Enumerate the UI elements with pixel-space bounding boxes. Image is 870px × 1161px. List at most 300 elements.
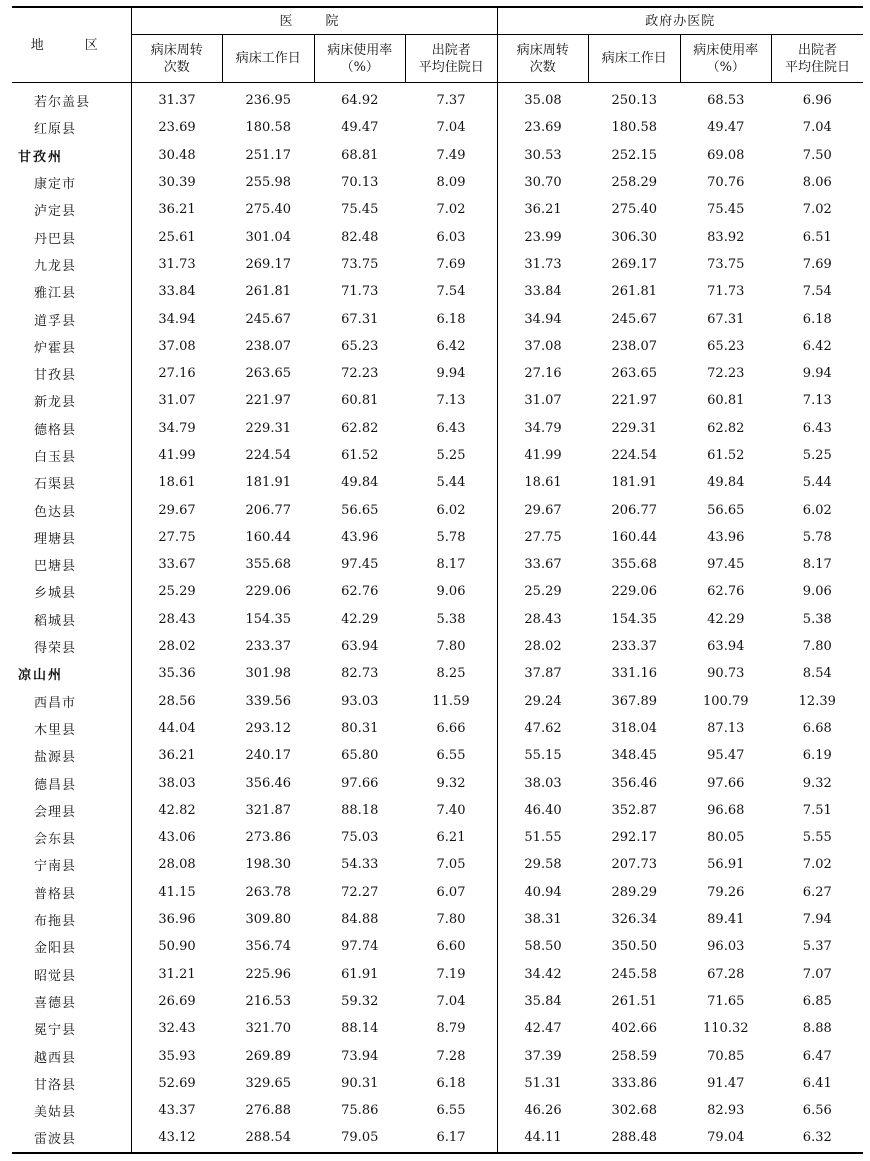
gov-value-cell: 62.82 [707, 420, 745, 436]
gov-value-cell: 7.94 [802, 912, 832, 928]
gov-value-cell: 6.42 [802, 338, 832, 354]
table-row [12, 715, 863, 742]
gov-value-cell: 5.44 [802, 475, 832, 491]
hospital-value-cell: 225.96 [245, 966, 291, 982]
table-row [12, 524, 863, 551]
hospital-value-cell: 251.17 [245, 147, 291, 163]
hospital-value-cell: 6.21 [406, 824, 498, 851]
hospital-value-cell: 97.66 [341, 775, 379, 791]
hospital-value-cell: 43.37 [158, 1103, 196, 1119]
table-row [12, 1015, 863, 1042]
gov-value-cell: 6.47 [802, 1048, 832, 1064]
region-name-cell: 道孚县 [12, 305, 131, 332]
table-row [12, 851, 863, 878]
gov-value-cell: 60.81 [707, 393, 745, 409]
gov-value-cell: 51.55 [524, 830, 562, 846]
col-header-line: 病床使用率 [327, 42, 393, 58]
hospital-value-cell: 7.04 [406, 114, 498, 141]
table-row [12, 142, 863, 169]
table-row [12, 278, 863, 305]
hospital-value-cell: 31.37 [158, 93, 196, 109]
region-name-cell: 会理县 [12, 797, 131, 824]
gov-value-cell: 7.07 [802, 966, 832, 982]
gov-value-cell: 49.47 [707, 120, 745, 136]
table-row [12, 660, 863, 687]
gov-value-cell: 7.50 [802, 147, 832, 163]
table-row [12, 469, 863, 496]
gov-value-cell: 221.97 [611, 393, 658, 409]
hospital-value-cell: 301.98 [245, 666, 291, 682]
gov-value-cell: 40.94 [524, 884, 562, 900]
gov-value-cell: 37.39 [524, 1048, 562, 1064]
hospital-value-cell: 25.61 [158, 229, 196, 245]
hospital-value-cell: 9.32 [406, 769, 498, 796]
hospital-value-cell: 6.17 [406, 1124, 498, 1152]
region-name-cell: 凉山州 [12, 660, 131, 687]
region-name-cell: 得荣县 [12, 633, 131, 660]
hospital-value-cell: 28.43 [158, 611, 196, 627]
gov-value-cell: 8.06 [802, 175, 832, 191]
table-row [12, 169, 863, 196]
region-name-cell: 喜德县 [12, 988, 131, 1015]
hospital-value-cell: 71.73 [341, 284, 379, 300]
hospital-value-cell: 35.36 [158, 666, 196, 682]
gov-value-cell: 55.15 [524, 748, 562, 764]
table-row [12, 742, 863, 769]
gov-value-cell: 318.04 [611, 720, 658, 736]
hospital-value-cell: 229.31 [245, 420, 291, 436]
hospital-value-cell: 31.73 [158, 256, 196, 272]
hospital-value-cell: 275.40 [245, 202, 291, 218]
gov-value-cell: 38.31 [524, 912, 562, 928]
hospital-value-cell: 233.37 [245, 639, 291, 655]
gov-value-cell: 306.30 [611, 229, 658, 245]
gov-value-cell: 34.42 [524, 966, 562, 982]
hospital-value-cell: 90.31 [341, 1075, 379, 1091]
gov-value-cell: 33.67 [524, 557, 562, 573]
gov-value-cell: 252.15 [611, 147, 658, 163]
hospital-value-cell: 68.81 [341, 147, 379, 163]
region-name-cell: 若尔盖县 [12, 83, 131, 115]
hospital-value-cell: 224.54 [245, 448, 291, 463]
table-row [12, 578, 863, 605]
hospital-value-cell: 240.17 [245, 748, 291, 764]
table-row [12, 442, 863, 469]
hospital-value-cell: 26.69 [158, 993, 196, 1009]
gov-value-cell: 8.88 [802, 1021, 832, 1037]
gov-value-cell: 352.87 [611, 802, 658, 818]
table-header [12, 7, 863, 83]
gov-value-cell: 83.92 [707, 229, 745, 245]
hospital-value-cell: 30.48 [158, 147, 196, 163]
gov-value-cell: 18.61 [524, 475, 562, 491]
hospital-value-cell: 30.39 [158, 175, 196, 191]
hospital-value-cell: 37.08 [158, 338, 196, 354]
hospital-value-cell: 8.17 [406, 551, 498, 578]
gov-value-cell: 71.73 [707, 284, 745, 300]
hospital-col-header-3 [406, 35, 498, 83]
hospital-value-cell: 269.89 [245, 1048, 291, 1064]
hospital-value-cell: 42.29 [341, 611, 379, 627]
gov-value-cell: 9.06 [802, 584, 832, 600]
gov-value-cell: 34.79 [524, 420, 562, 436]
hospital-value-cell: 27.75 [158, 529, 196, 545]
hospital-value-cell: 54.33 [341, 857, 379, 873]
gov-value-cell: 23.99 [524, 229, 562, 245]
hospital-bed-statistics-table [12, 6, 863, 1154]
table-row [12, 988, 863, 1015]
hospital-value-cell: 32.43 [158, 1021, 196, 1037]
hospital-value-cell: 43.06 [158, 830, 196, 846]
gov-value-cell: 238.07 [611, 338, 658, 354]
table-row [12, 879, 863, 906]
gov-value-cell: 23.69 [524, 120, 562, 136]
gov-value-cell: 43.96 [707, 529, 745, 545]
gov-value-cell: 56.65 [707, 502, 745, 518]
hospital-value-cell: 8.79 [406, 1015, 498, 1042]
table-row [12, 83, 863, 115]
hospital-value-cell: 9.06 [406, 578, 498, 605]
gov-value-cell: 245.67 [611, 311, 658, 327]
hospital-value-cell: 198.30 [245, 857, 291, 873]
gov-value-cell: 27.16 [524, 366, 562, 382]
gov-value-cell: 46.26 [524, 1103, 562, 1119]
table-row [12, 415, 863, 442]
hospital-value-cell: 49.84 [341, 475, 379, 491]
hospital-value-cell: 7.69 [406, 251, 498, 278]
statistics-table-container [12, 6, 863, 1154]
gov-value-cell: 95.47 [707, 748, 745, 764]
gov-value-cell: 56.91 [707, 857, 745, 873]
gov-value-cell: 29.24 [524, 693, 562, 709]
gov-value-cell: 82.93 [707, 1103, 745, 1119]
gov-value-cell: 229.06 [611, 584, 658, 600]
gov-value-cell: 38.03 [524, 775, 562, 791]
gov-value-cell: 245.58 [611, 966, 658, 982]
gov-value-cell: 110.32 [703, 1021, 749, 1037]
region-name-cell: 雷波县 [12, 1124, 131, 1152]
col-header-line: （%） [340, 59, 379, 75]
hospital-value-cell: 18.61 [158, 475, 196, 491]
gov-value-cell: 67.31 [707, 311, 745, 327]
hospital-value-cell: 7.40 [406, 797, 498, 824]
table-row [12, 1124, 863, 1152]
gov-value-cell: 5.55 [802, 830, 832, 846]
gov-value-cell: 29.67 [524, 502, 562, 518]
hospital-value-cell: 56.65 [341, 502, 379, 518]
hospital-value-cell: 356.46 [245, 775, 291, 791]
hospital-value-cell: 88.18 [341, 802, 379, 818]
gov-value-cell: 62.76 [707, 584, 745, 600]
hospital-value-cell: 6.66 [406, 715, 498, 742]
gov-value-cell: 46.40 [524, 802, 562, 818]
hospital-value-cell: 82.48 [341, 229, 379, 245]
hospital-value-cell: 7.19 [406, 961, 498, 988]
region-name-cell: 新龙县 [12, 387, 131, 414]
table-row [12, 688, 863, 715]
gov-value-cell: 37.08 [524, 338, 562, 354]
gov-value-cell: 250.13 [611, 93, 658, 109]
hospital-value-cell: 276.88 [245, 1103, 291, 1119]
gov-value-cell: 68.53 [707, 93, 745, 109]
hospital-value-cell: 238.07 [245, 338, 291, 354]
hospital-value-cell: 33.67 [158, 557, 196, 573]
gov-value-cell: 35.08 [524, 93, 562, 109]
gov-value-cell: 33.84 [524, 284, 562, 300]
gov-value-cell: 6.68 [802, 720, 832, 736]
hospital-value-cell: 329.65 [245, 1075, 291, 1091]
region-name-cell: 会东县 [12, 824, 131, 851]
gov-value-cell: 292.17 [611, 830, 658, 846]
table-row [12, 769, 863, 796]
hospital-value-cell: 7.13 [406, 387, 498, 414]
hospital-value-cell: 229.06 [245, 584, 291, 600]
gov-value-cell: 261.51 [611, 993, 658, 1009]
region-name-cell: 美姑县 [12, 1097, 131, 1124]
gov-value-cell: 96.68 [707, 802, 745, 818]
hospital-value-cell: 27.16 [158, 366, 196, 382]
hospital-value-cell: 160.44 [245, 529, 291, 545]
hospital-value-cell: 7.54 [406, 278, 498, 305]
gov-value-cell: 70.85 [707, 1048, 745, 1064]
hospital-value-cell: 75.86 [341, 1103, 379, 1119]
hospital-value-cell: 75.45 [341, 202, 379, 218]
region-name-cell: 普格县 [12, 879, 131, 906]
region-name-cell: 越西县 [12, 1042, 131, 1069]
hospital-value-cell: 49.47 [341, 120, 379, 136]
gov-value-cell: 100.79 [703, 693, 749, 709]
gov-value-cell: 356.46 [611, 775, 658, 791]
gov-value-cell: 67.28 [707, 966, 745, 982]
gov-value-cell: 7.80 [802, 639, 832, 655]
gov-value-cell: 348.45 [611, 748, 658, 764]
gov-value-cell: 61.52 [707, 448, 745, 463]
gov-value-cell: 30.53 [524, 147, 562, 163]
gov-value-cell: 5.78 [802, 529, 832, 545]
col-header-line: 平均住院日 [785, 59, 851, 75]
gov-value-cell: 44.11 [524, 1130, 562, 1146]
hospital-col-header-1 [223, 35, 315, 83]
gov-value-cell: 7.51 [802, 802, 832, 818]
hospital-value-cell: 34.79 [158, 420, 196, 436]
gov-value-cell: 70.76 [707, 175, 745, 191]
hospital-value-cell: 93.03 [341, 693, 379, 709]
gov-value-cell: 367.89 [611, 693, 658, 709]
hospital-value-cell: 61.91 [341, 966, 379, 982]
hospital-value-cell: 339.56 [245, 693, 291, 709]
gov-value-cell: 12.39 [798, 693, 836, 709]
hospital-value-cell: 33.84 [158, 284, 196, 300]
hospital-value-cell: 321.87 [245, 802, 291, 818]
hospital-value-cell: 38.03 [158, 775, 196, 791]
gov-value-cell: 261.81 [611, 284, 658, 300]
hospital-value-cell: 28.56 [158, 693, 196, 709]
table-row [12, 1070, 863, 1097]
hospital-value-cell: 34.94 [158, 311, 196, 327]
gov-value-cell: 181.91 [611, 475, 658, 491]
region-column-header: 地 区 [12, 7, 131, 83]
gov-value-cell: 6.41 [802, 1075, 832, 1091]
col-header-line: 平均住院日 [418, 59, 484, 75]
hospital-value-cell: 28.08 [158, 857, 196, 873]
gov-value-cell: 42.47 [524, 1021, 562, 1037]
hospital-value-cell: 7.37 [406, 83, 498, 115]
gov-value-cell: 275.40 [611, 202, 658, 218]
hospital-value-cell: 43.12 [158, 1130, 196, 1146]
hospital-value-cell: 31.07 [158, 393, 196, 409]
gov-value-cell: 9.94 [802, 366, 832, 382]
hospital-value-cell: 301.04 [245, 229, 291, 245]
hospital-value-cell: 97.45 [341, 557, 379, 573]
hospital-value-cell: 97.74 [341, 939, 379, 955]
gov-value-cell: 258.59 [611, 1048, 658, 1064]
gov-value-cell: 350.50 [611, 939, 658, 955]
gov-value-cell: 326.34 [611, 912, 658, 928]
hospital-value-cell: 52.69 [158, 1075, 196, 1091]
region-name-cell: 丹巴县 [12, 223, 131, 250]
table-row [12, 305, 863, 332]
table-row [12, 1097, 863, 1124]
hospital-value-cell: 154.35 [245, 611, 291, 627]
bottom-rule [12, 1153, 863, 1154]
gov-value-cell: 333.86 [611, 1075, 658, 1091]
gov-value-cell: 97.45 [707, 557, 745, 573]
hospital-value-cell: 356.74 [245, 939, 291, 955]
gov-value-cell: 160.44 [611, 529, 658, 545]
table-row [12, 633, 863, 660]
hospital-value-cell: 6.18 [406, 1070, 498, 1097]
gov-value-cell: 8.17 [802, 557, 832, 573]
gov-value-cell: 25.29 [524, 584, 562, 600]
table-body [12, 83, 863, 1153]
gov-value-cell: 79.26 [707, 884, 745, 900]
region-name-cell: 甘孜县 [12, 360, 131, 387]
hospital-col-header-0 [131, 35, 223, 83]
gov-value-cell: 5.37 [802, 939, 832, 955]
table-row [12, 496, 863, 523]
hospital-value-cell: 23.69 [158, 120, 196, 136]
gov-col-header-0 [497, 35, 589, 83]
hospital-value-cell: 6.18 [406, 305, 498, 332]
col-header-line: 病床工作日 [235, 51, 301, 66]
hospital-value-cell: 82.73 [341, 666, 379, 682]
table-row [12, 251, 863, 278]
gov-value-cell: 5.25 [802, 448, 832, 463]
hospital-value-cell: 263.78 [245, 884, 291, 900]
gov-value-cell: 91.47 [707, 1075, 745, 1091]
gov-value-cell: 8.54 [802, 666, 832, 682]
gov-value-cell: 355.68 [611, 557, 658, 573]
gov-value-cell: 6.32 [802, 1130, 832, 1146]
table-row [12, 1042, 863, 1069]
table-row [12, 824, 863, 851]
region-name-cell: 巴塘县 [12, 551, 131, 578]
hospital-value-cell: 80.31 [341, 720, 379, 736]
region-name-cell: 石渠县 [12, 469, 131, 496]
gov-value-cell: 180.58 [611, 120, 658, 136]
col-header-line: 病床使用率 [693, 42, 759, 58]
gov-value-cell: 41.99 [524, 448, 562, 463]
hospital-value-cell: 236.95 [245, 93, 291, 109]
region-name-cell: 泸定县 [12, 196, 131, 223]
gov-value-cell: 28.02 [524, 639, 562, 655]
gov-value-cell: 263.65 [611, 366, 658, 382]
table-row [12, 387, 863, 414]
hospital-value-cell: 73.94 [341, 1048, 379, 1064]
hospital-value-cell: 29.67 [158, 502, 196, 518]
gov-value-cell: 63.94 [707, 639, 745, 655]
hospital-value-cell: 263.65 [245, 366, 291, 382]
table-row [12, 360, 863, 387]
region-name-cell: 稻城县 [12, 606, 131, 633]
hospital-value-cell: 216.53 [245, 993, 291, 1009]
hospital-value-cell: 31.21 [158, 966, 196, 982]
gov-value-cell: 75.45 [707, 202, 745, 218]
hospital-value-cell: 8.09 [406, 169, 498, 196]
hospital-value-cell: 44.04 [158, 720, 196, 736]
gov-value-cell: 35.84 [524, 993, 562, 1009]
gov-value-cell: 233.37 [611, 639, 658, 655]
hospital-value-cell: 7.80 [406, 906, 498, 933]
gov-value-cell: 42.29 [707, 611, 745, 627]
gov-value-cell: 7.04 [802, 120, 832, 136]
region-name-cell: 九龙县 [12, 251, 131, 278]
gov-value-cell: 224.54 [611, 448, 658, 463]
hospital-value-cell: 72.23 [341, 366, 379, 382]
gov-value-cell: 80.05 [707, 830, 745, 846]
gov-value-cell: 6.96 [802, 93, 832, 109]
gov-value-cell: 6.02 [802, 502, 832, 518]
gov-value-cell: 7.54 [802, 284, 832, 300]
hospital-value-cell: 72.27 [341, 884, 379, 900]
gov-value-cell: 96.03 [707, 939, 745, 955]
gov-value-cell: 71.65 [707, 993, 745, 1009]
region-name-cell: 德格县 [12, 415, 131, 442]
gov-value-cell: 7.13 [802, 393, 832, 409]
hospital-value-cell: 28.02 [158, 639, 196, 655]
gov-value-cell: 6.56 [802, 1103, 832, 1119]
hospital-value-cell: 5.38 [406, 606, 498, 633]
table-row [12, 961, 863, 988]
gov-value-cell: 36.21 [524, 202, 562, 218]
gov-value-cell: 154.35 [611, 611, 658, 627]
region-name-cell: 西昌市 [12, 688, 131, 715]
hospital-value-cell: 62.76 [341, 584, 379, 600]
gov-value-cell: 87.13 [707, 720, 745, 736]
hospital-value-cell: 6.60 [406, 933, 498, 960]
hospital-value-cell: 181.91 [245, 475, 291, 491]
hospital-value-cell: 79.05 [341, 1130, 379, 1146]
hospital-col-header-2 [314, 35, 406, 83]
region-name-cell: 康定市 [12, 169, 131, 196]
gov-value-cell: 7.69 [802, 256, 832, 272]
gov-value-cell: 9.32 [802, 775, 832, 791]
hospital-value-cell: 6.02 [406, 496, 498, 523]
region-name-cell: 乡城县 [12, 578, 131, 605]
region-name-cell: 甘洛县 [12, 1070, 131, 1097]
gov-value-cell: 29.58 [524, 857, 562, 873]
gov-col-header-1 [589, 35, 681, 83]
region-name-cell: 炉霍县 [12, 333, 131, 360]
hospital-value-cell: 25.29 [158, 584, 196, 600]
col-header-line: 病床工作日 [601, 51, 667, 66]
hospital-value-cell: 88.14 [341, 1021, 379, 1037]
region-name-cell: 理塘县 [12, 524, 131, 551]
region-name-cell: 雅江县 [12, 278, 131, 305]
hospital-value-cell: 7.49 [406, 142, 498, 169]
hospital-value-cell: 11.59 [406, 688, 498, 715]
hospital-value-cell: 255.98 [245, 175, 291, 191]
